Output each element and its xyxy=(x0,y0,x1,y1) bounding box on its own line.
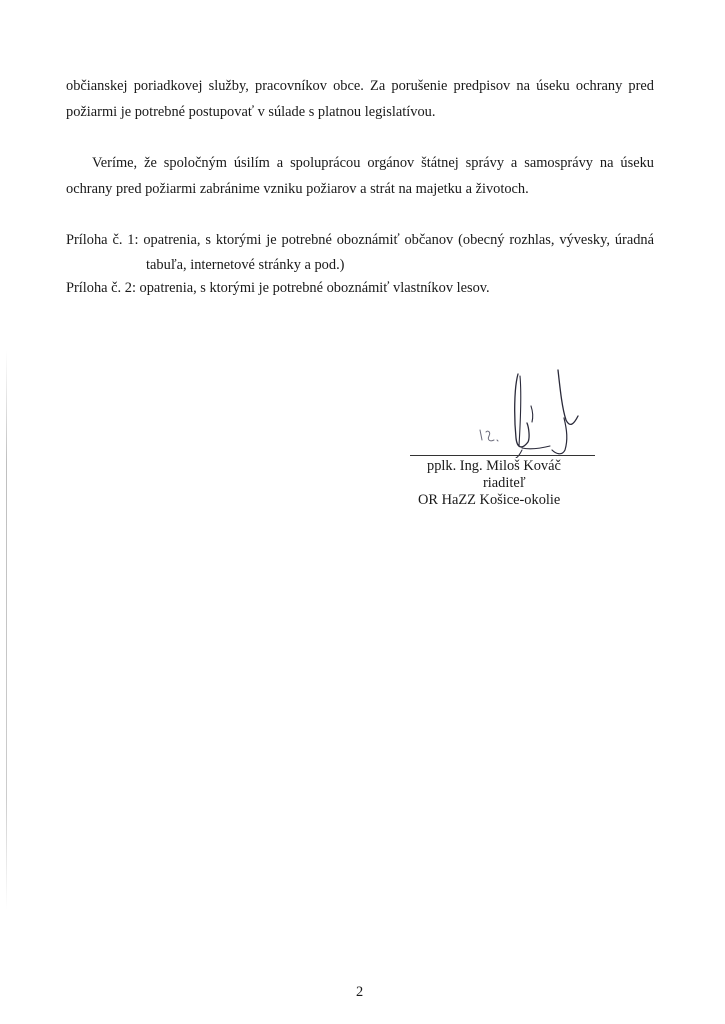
attachment-1-line-1: Príloha č. 1: opatrenia, s ktorými je potrebné oboznámiť občanov (obecný rozhlas, vývesky, úradná xyxy=(66,232,654,248)
signatory-role: riaditeľ xyxy=(483,475,526,491)
paragraph-1-line-1: občianskej poriadkovej služby, pracovníkov obce. Za porušenie predpisov na úseku ochrany pred xyxy=(66,78,654,94)
paragraph-2-line-1: Veríme, že spoločným úsilím a spoluprácou orgánov štátnej správy a samosprávy na úseku xyxy=(92,155,654,171)
signatory-organization: OR HaZZ Košice-okolie xyxy=(418,492,561,508)
attachment-2-line-1: Príloha č. 2: opatrenia, s ktorými je potrebné oboznámiť vlastníkov lesov. xyxy=(66,280,490,296)
paragraph-1-line-2: požiarmi je potrebné postupovať v súlade s platnou legislatívou. xyxy=(66,104,436,120)
signatory-name: pplk. Ing. Miloš Kováč xyxy=(427,458,561,474)
paragraph-2-line-2: ochrany pred požiarmi zabránime vzniku požiarov a strát na majetku a životoch. xyxy=(66,181,529,197)
handwritten-signature-icon xyxy=(470,368,590,458)
signature-line xyxy=(410,455,595,456)
attachment-1-line-2: tabuľa, internetové stránky a pod.) xyxy=(146,257,345,273)
scan-edge-shadow xyxy=(6,350,7,910)
page-number: 2 xyxy=(356,984,364,1000)
